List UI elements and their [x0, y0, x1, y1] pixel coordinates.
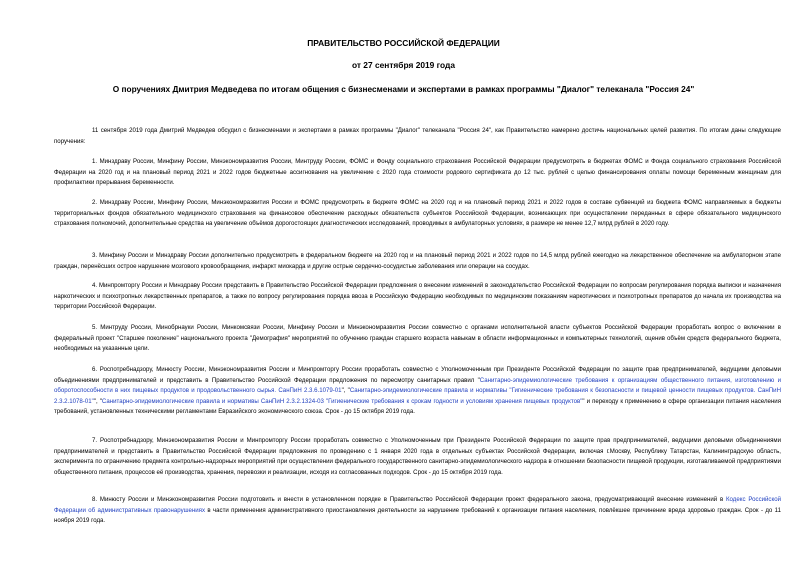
- item-7-paragraph: 7. Роспотребнадзору, Минэкономразвития России и Минпромторгу России проработать совместно с Уполномоченным при Президенте Российской Федерации по защите прав предпринимателей, ведущими деловыми объединениями предпринимателей и представить в Правительство Российской Федерации предложения по проведению с 1 января 2020 года в отдельных субъектах Российской Федерации, включая г.Москву, Республику Татарстан, Калининградскую область, эксперимента по ограничению предмета контрольно-надзорных мероприятий при осуществлении федерального государственного санитарно-эпидемиологического надзора в отношении безопасности пищевой продукции, изготавливаемой предприятиями общественного питания, процессов её производства, хранения, перевозки и реализации, исходя из согласованных подходов. Срок - до 15 октября 2019 года.: [54, 437, 781, 476]
- koap-rf-link[interactable]: Кодекс Российской Федерации об административных правонарушениях: [54, 496, 782, 514]
- item-4-paragraph: 4. Минпромторгу России и Минздраву России представить в Правительство Российской Федерации предложения о внесении изменений в законодательство Российской Федерации по вопросам регулирования порядка выписки и назначения наркотических и психотропных лекарственных препаратов, а также по вопросу регулирования порядка ввоза в Российскую Федерацию необходимых по медицинским показаниям наркотических и психотропных препаратов до начала их производства на территории Российской Федерации.: [54, 282, 781, 311]
- intro-paragraph: 11 сентября 2019 года Дмитрий Медведев обсудил с бизнесменами и экспертами в рамках программы "Диалог" телеканала "Россия 24", как Правительство намерено достичь национальных целей развития. По итогам даны следующие поручения:: [54, 127, 781, 145]
- item-5-paragraph: 5. Минтруду России, Минобрнауки России, Минкомсвязи России, Минфину России и Минэкономразвития России совместно с органами исполнительной власти субъектов Российской Федерации проработать вопрос о включении в федеральный проект "Старшее поколение" национального проекта "Демография" мероприятий по обучению граждан старшего возраста навыкам в области информационных и компьютерных технологий, оценив объём средств федерального бюджета, необходимых на указанные цели.: [54, 324, 781, 353]
- sanpin-2-3-2-1324-03-link[interactable]: Санитарно-эпидемиологические правила и нормативы СанПиН 2.3.2.1324-03 "Гигиенические требования к срокам годности и условиям хранения пищевых продуктов": [101, 397, 583, 405]
- document-date: от 27 сентября 2019 года: [351, 60, 456, 70]
- item-8-text-start: 8. Минюсту России и Минэкономразвития России подготовить и внести в установленном порядке в Правительство Российской Федерации проект федерального закона, предусматривающий внесение изменений в: [92, 496, 726, 503]
- item-8-paragraph: [54, 495, 781, 527]
- item-6-text-start: 6. Роспотребнадзору, Минюсту России, Минэкономразвития России и Минпромторгу России проработать совместно с Уполномоченным при Президенте Российской Федерации по защите прав предпринимателей, ведущими деловыми объединениями предпринимателей и представить в Правительство Российской Федерации предложения по пересмотру санитарных правил ": [54, 366, 781, 384]
- item-2-paragraph: 2. Минздраву России, Минфину России, Минэкономразвития России и ФОМС предусмотреть в бюджете ФОМС на 2020 год и на плановый период 2021 и 2022 годов в составе субвенций из бюджета ФОМС направляемых в бюджеты территориальных фондов обязательного медицинского страхования на финансовое обеспечение расходных обязательств субъектов Российской Федерации, возникающих при осуществлении переданных в сфере обязательного медицинского страхования полномочий, дополнительные средства на увеличение объёмов дорогостоящих диагностических исследований, проводимых в амбулаторных условиях, в размере не менее 12,7 млрд рублей в 2020 году.: [54, 199, 781, 228]
- item-3-paragraph: 3. Минфину России и Минздраву России дополнительно предусмотреть в федеральном бюджете на 2020 год и на плановый период 2021 и 2022 годов по 14,5 млрд рублей ежегодно на лекарственное обеспечение на амбулаторном этапе граждан, перенёсших острое нарушение мозгового кровообращения, инфаркт миокарда и другие острые сердечно-сосудистые заболевания или операции на сосудах.: [54, 252, 781, 270]
- sanpin-2-3-2-1078-01-link[interactable]: Санитарно-эпидемиологические правила и нормативы "Гигиенические требования к безопасности и пищевой ценности пищевых продуктов. СанПиН 2.3.2.1078-01": [54, 387, 781, 405]
- document-title: О поручениях Дмитрия Медведева по итогам общения с бизнесменами и экспертами в рамках программы "Диалог" телеканала "Россия 24": [112, 84, 695, 94]
- document-organization: ПРАВИТЕЛЬСТВО РОССИЙСКОЙ ФЕДЕРАЦИИ: [307, 38, 500, 48]
- item-8-text-end: в части применения административного приостановления деятельности за нарушение требований к организации питания населения, повлёкшее причинение вреда здоровью граждан. Срок - до 11 ноября 2019 года.: [54, 506, 781, 525]
- item-1-paragraph: 1. Минздраву России, Минфину России, Минэкономразвития России, Минтруду России, ФОМС и Фонду социального страхования Российской Федерации предусмотреть в бюджетах ФОМС и Фонда социального страхования Российской Федерации на 2020 год и на плановый период 2021 и 2022 годов бюджетные ассигнования на увеличение с 2020 года стоимости родового сертификата до 12 тыс. рублей с целью финансирования оплаты помощи беременным женщинам для профилактики прерывания беременности.: [54, 158, 781, 187]
- item-6-separator-2: ", ": [93, 397, 102, 405]
- sanpin-2-3-6-1079-01-link[interactable]: Санитарно-эпидемиологические требования к организациям общественного питания, изготовлению и оборотоспособности в них пищевых продуктов и продовольственного сырья. СанПиН 2.3.6.1079-01: [54, 376, 781, 395]
- item-6-separator-1: ", ": [341, 387, 350, 395]
- item-6-paragraph: [54, 365, 781, 418]
- item-6-text-end: " и переходу к применению в сфере организации питания населения требований, установленных техническими регламентами Евразийского экономического союза. Срок - до 15 октября 2019 года.: [54, 397, 781, 416]
